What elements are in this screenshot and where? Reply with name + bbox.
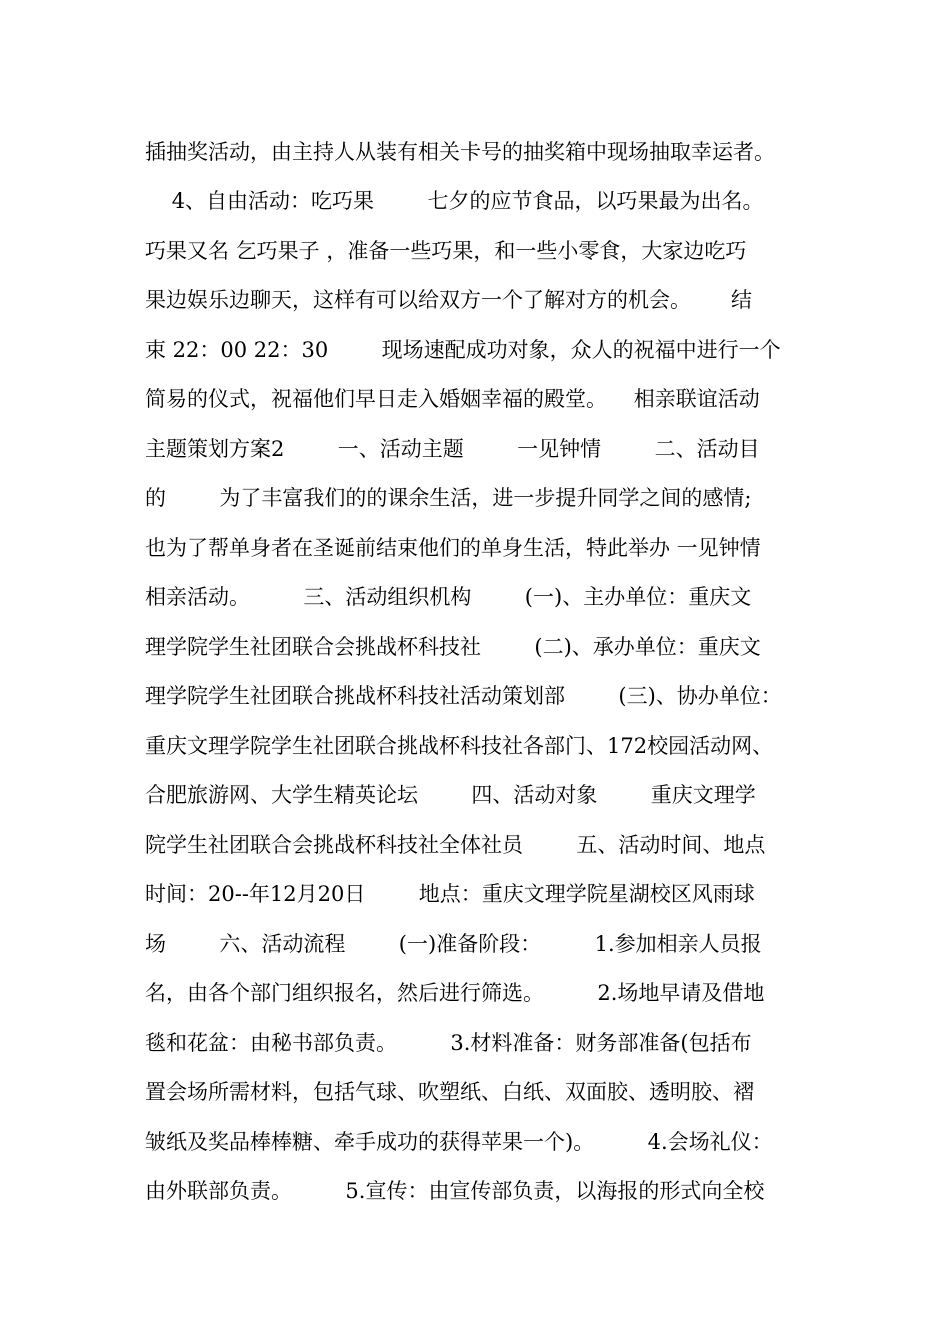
text-line: 由外联部负责。 5.宣传：由宣传部负责，以海报的形式向全校	[145, 1179, 765, 1203]
text-line: 主题策划方案2 一、活动主题 一见钟情 二、活动目	[145, 437, 760, 461]
text-line: 院学生社团联合会挑战杯科技社全体社员 五、活动时间、地点	[145, 833, 766, 857]
text-line: 也为了帮单身者在圣诞前结束他们的单身生活，特此举办 一见钟情	[145, 536, 761, 560]
text-line: 巧果又名 乞巧果子 ，准备一些巧果，和一些小零食，大家边吃巧	[145, 239, 747, 263]
text-line: 的 为了丰富我们的的课余生活，进一步提升同学之间的感情;	[145, 486, 752, 510]
text-line: 插抽奖活动，由主持人从装有相关卡号的抽奖箱中现场抽取幸运者。	[145, 140, 775, 164]
text-line: 毯和花盆：由秘书部负责。 3.材料准备：财务部准备(包括布	[145, 1031, 752, 1055]
text-line: 皱纸及奖品棒棒糖、牵手成功的获得苹果一个)。 4.会场礼仪：	[145, 1130, 773, 1154]
text-line: 果边娱乐边聊天，这样有可以给双方一个了解对方的机会。 结	[145, 288, 753, 312]
text-line: 4、自由活动：吃巧果 七夕的应节食品，以巧果最为出名。	[145, 189, 764, 213]
text-line: 置会场所需材料，包括气球、吹塑纸、白纸、双面胶、透明胶、褶	[145, 1080, 754, 1104]
text-line: 名，由各个部门组织报名，然后进行筛选。 2.场地早请及借地	[145, 981, 765, 1005]
text-line: 场 六、活动流程 (一)准备阶段： 1.参加相亲人员报	[145, 932, 762, 956]
text-line: 合肥旅游网、大学生精英论坛 四、活动对象 重庆文理学	[145, 783, 756, 807]
text-line: 相亲活动。 三、活动组织机构 (一)、主办单位：重庆文	[145, 585, 752, 609]
text-line: 简易的仪式，祝福他们早日走入婚姻幸福的殿堂。 相亲联谊活动	[145, 387, 760, 411]
text-line: 理学院学生社团联合挑战杯科技社活动策划部 (三)、协办单位：	[145, 684, 782, 708]
text-line: 理学院学生社团联合会挑战杯科技社 (二)、承办单位：重庆文	[145, 635, 761, 659]
text-line: 时间：20--年12月20日 地点：重庆文理学院星湖校区风雨球	[145, 882, 755, 906]
text-line: 束 22：00 22：30 现场速配成功对象，众人的祝福中进行一个	[145, 338, 781, 362]
text-line: 重庆文理学院学生社团联合挑战杯科技社各部门、172校园活动网、	[145, 734, 774, 758]
